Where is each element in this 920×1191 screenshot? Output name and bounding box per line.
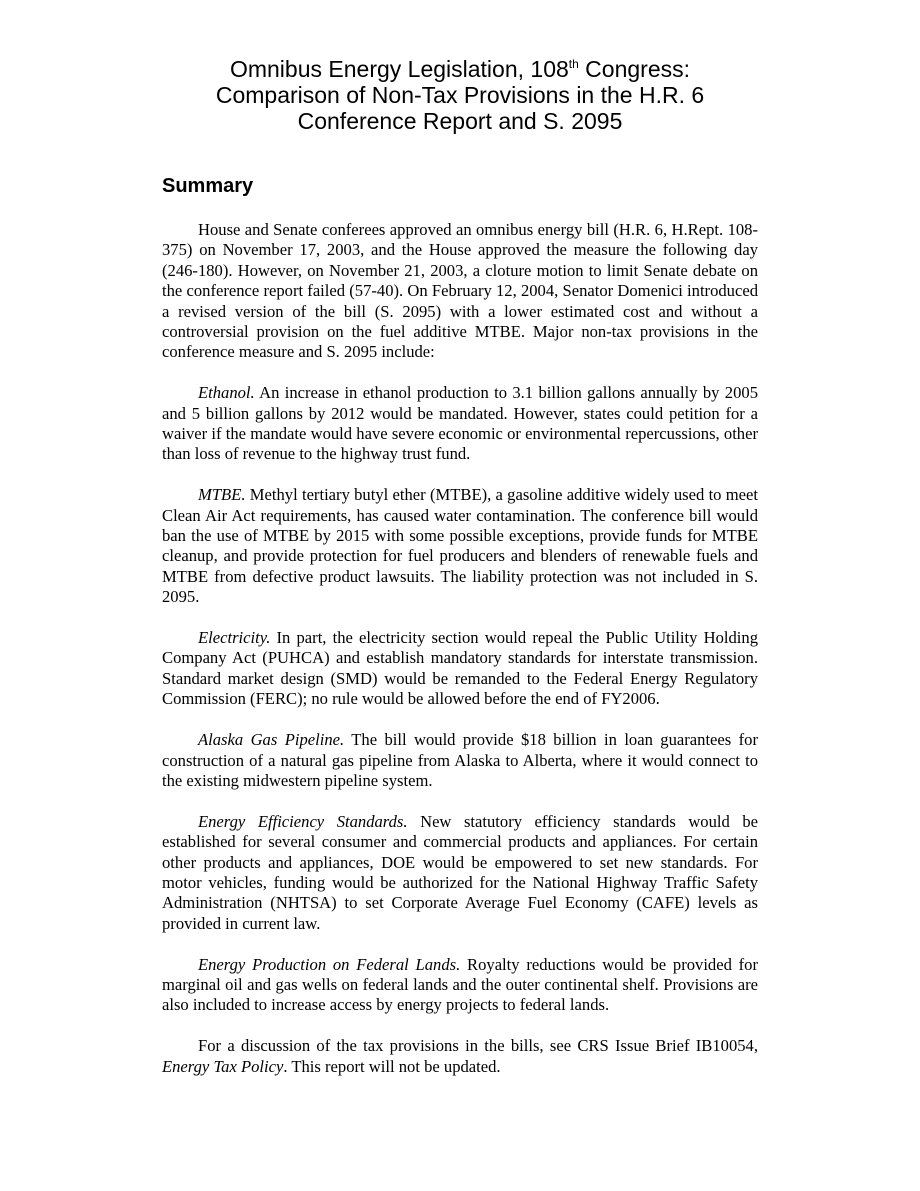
paragraph-text: New statutory efficiency standards would be established for several consumer and commercial products and appliances. For certain other products and appliances, DOE would be empowered to set new standards. For motor vehicles, funding would be authorized for the National Highway Traffic Safety Administration (NHTSA) to set Corporate Average Fuel Economy (CAFE) levels as provided in current law. (162, 811, 758, 933)
title-line-1-end: Congress: (578, 56, 691, 82)
title-line-3: Conference Report and S. 2095 (297, 108, 623, 134)
paragraph-label: MTBE. (198, 485, 246, 505)
paragraph-text: Royalty reductions would be provided for marginal oil and gas wells on federal lands and the outer continental shelf. Provisions are also included to increase access by energy projects to federal lands. (162, 954, 758, 1015)
paragraph-label: Ethanol. (198, 383, 255, 403)
paragraph-label: Electricity. (198, 628, 271, 648)
paragraph-federal-lands (162, 955, 758, 1016)
paragraph-electricity (162, 628, 758, 710)
closing-text: For a discussion of the tax provisions in the bills, see CRS Issue Brief IB10054, (198, 1036, 758, 1056)
page-title (130, 56, 790, 134)
title-line-2: Comparison of Non-Tax Provisions in the H.R. 6 (215, 82, 705, 108)
title-superscript: th (568, 57, 579, 71)
section-heading: Summary (162, 175, 254, 197)
paragraph-ethanol (162, 383, 758, 465)
paragraph-alaska-gas-pipeline (162, 730, 758, 791)
intro-paragraph: House and Senate conferees approved an omnibus energy bill (H.R. 6, H.Rept. 108-375) on November 17, 2003, and the House approved the measure the following day (246-180). However, on November 21, 2003, a cloture motion to limit Senate debate on the conference report failed (57-40). On February 12, 2004, Senator Domenici introduced a revised version of the bill (S. 2095) with a lower estimated cost and without a controversial provision on the fuel additive MTBE. Major non-tax provisions in the conference measure and S. 2095 include: (162, 220, 758, 362)
closing-paragraph (162, 1036, 758, 1077)
paragraph-text: Methyl tertiary butyl ether (MTBE), a gasoline additive widely used to meet Clean Air Act requirements, has caused water contamination. The conference bill would ban the use of MTBE by 2015 with some possible exceptions, provide funds for MTBE cleanup, and provide protection for fuel producers and blenders of renewable fuels and MTBE from defective product lawsuits. The liability protection was not included in S. 2095. (162, 485, 758, 607)
closing-italic: Energy Tax Policy (162, 1056, 284, 1076)
paragraph-label: Energy Efficiency Standards. (198, 811, 408, 831)
paragraph-text: In part, the electricity section would repeal the Public Utility Holding Company Act (PUHCA) and establish mandatory standards for interstate transmission. Standard market design (SMD) would be remanded to the Federal Energy Regulatory Commission (FERC); no rule would be allowed before the end of FY2006. (162, 628, 758, 709)
title-line-1 (130, 56, 790, 82)
paragraph-energy-efficiency (162, 812, 758, 934)
closing-end: . This report will not be updated. (283, 1056, 501, 1076)
paragraph-label: Alaska Gas Pipeline. (198, 730, 345, 750)
summary-body (162, 220, 758, 1097)
paragraph-text: The bill would provide $18 billion in loan guarantees for construction of a natural gas pipeline from Alaska to Alberta, where it would connect to the existing midwestern pipeline system. (162, 730, 758, 790)
paragraph-label: Energy Production on Federal Lands. (198, 954, 461, 974)
paragraph-text: An increase in ethanol production to 3.1 billion gallons annually by 2005 and 5 billion gallons by 2012 would be mandated. However, states could petition for a waiver if the mandate would have severe economic or environmental repercussions, other than loss of revenue to the highway trust fund. (162, 383, 758, 464)
paragraph-mtbe (162, 485, 758, 607)
title-line-1-text: Omnibus Energy Legislation, 108 (229, 56, 569, 82)
